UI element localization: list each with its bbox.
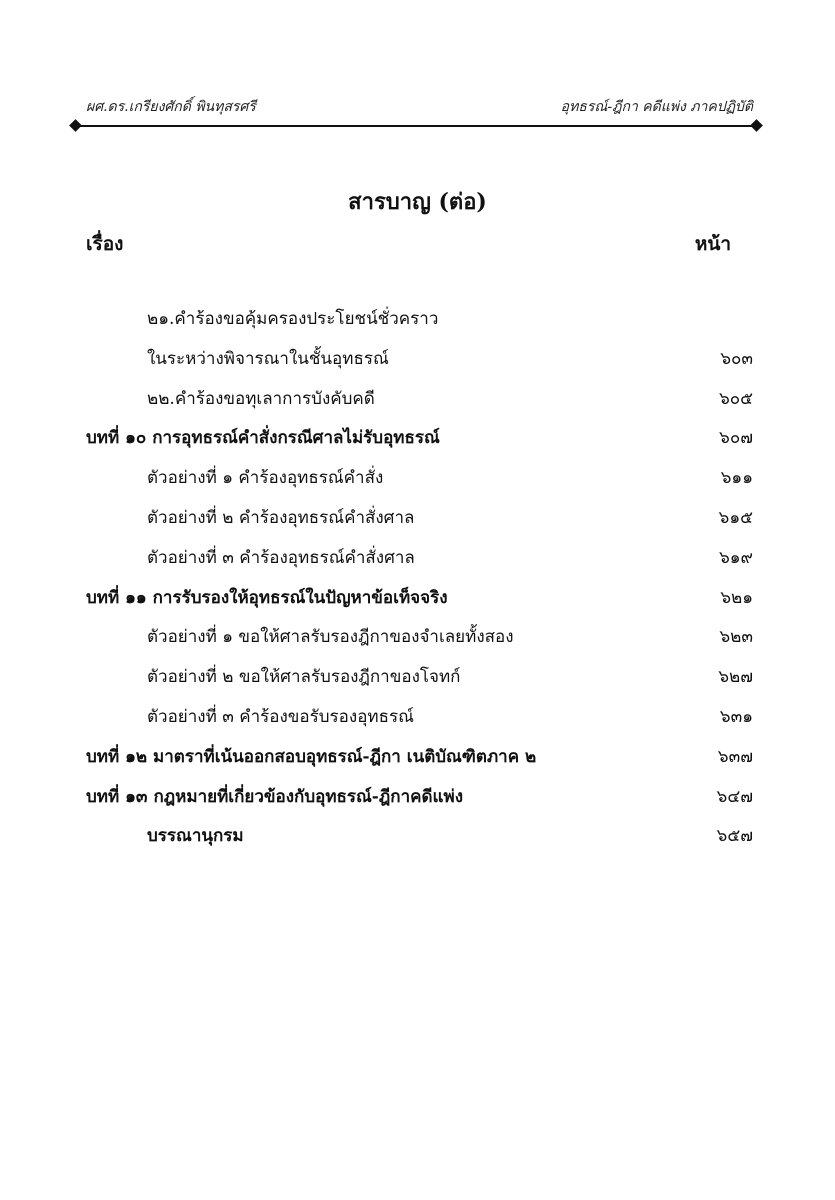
toc-entry-bibliography (0, 817, 835, 857)
toc-chapter-page: ๖๔๗ (716, 786, 753, 807)
toc-entry (0, 658, 835, 698)
toc-entry-page: ๖๓๑ (719, 706, 753, 727)
toc-chapter-text: บทที่ ๑๐ การอุทธรณ์คำสั่งกรณีศาลไม่รับอุทธรณ์ (86, 428, 440, 449)
toc-entry (0, 459, 835, 499)
toc-entries (0, 300, 835, 857)
toc-entry-text: ในระหว่างพิจารณาในชั้นอุทธรณ์ (147, 348, 389, 369)
toc-chapter-page: ๖๓๗ (717, 746, 753, 767)
diamond-right-ornament (750, 119, 763, 132)
toc-chapter (0, 778, 835, 818)
running-header-author: ผศ.ดร.เกรียงศักดิ์ พินทุสรศรี (86, 99, 256, 115)
toc-entry-text: ตัวอย่างที่ ๒ คำร้องอุทธรณ์คำสั่งศาล (147, 507, 415, 528)
toc-entry (0, 380, 835, 420)
toc-entry-text: ตัวอย่างที่ ๑ คำร้องอุทธรณ์คำสั่ง (147, 468, 384, 489)
header-rule (70, 119, 762, 133)
toc-chapter-text: บทที่ ๑๓ กฎหมายที่เกี่ยวข้องกับอุทธรณ์-ฎีกาคดีแพ่ง (86, 786, 463, 807)
toc-column-topic: เรื่อง (86, 233, 124, 255)
toc-entry (0, 499, 835, 539)
toc-entry-text: ๒๑.คำร้องขอคุ้มครองประโยชน์ชั่วคราว (147, 309, 439, 329)
header-rule-line (76, 125, 756, 127)
toc-column-page: หน้า (694, 233, 731, 255)
toc-entry-text: ๒๒.คำร้องขอทุเลาการบังคับคดี (147, 388, 375, 409)
toc-title: สารบาญ (ต่อ) (348, 189, 487, 215)
toc-entry (0, 340, 835, 380)
toc-entry (0, 698, 835, 738)
toc-chapter-page: ๖๒๑ (720, 587, 753, 608)
running-header-book-title: อุทธรณ์-ฎีกา คดีแพ่ง ภาคปฏิบัติ (560, 99, 753, 115)
toc-chapter (0, 419, 835, 459)
toc-chapter (0, 579, 835, 619)
toc-entry (0, 539, 835, 579)
toc-chapter-page: ๖๐๗ (719, 428, 753, 449)
toc-entry-page: ๖๒๓ (719, 627, 753, 648)
toc-entry-page: ๖๐๕ (718, 388, 753, 409)
toc-entry-page: ๖๑๙ (718, 547, 753, 568)
toc-entry-page: ๖๑๑ (720, 468, 753, 489)
toc-entry-text: บรรณานุกรม (147, 826, 244, 847)
toc-entry-text: ตัวอย่างที่ ๓ คำร้องอุทธรณ์คำสั่งศาล (147, 547, 415, 568)
toc-entry-text: ตัวอย่างที่ ๑ ขอให้ศาลรับรองฎีกาของจำเลยทั้งสอง (147, 627, 514, 648)
toc-chapter-text: บทที่ ๑๑ การรับรองให้อุทธรณ์ในปัญหาข้อเท็จจริง (86, 587, 448, 608)
toc-entry-page: ๖๒๗ (718, 667, 753, 688)
toc-entry-page: ๖๐๓ (720, 348, 753, 369)
toc-entry (0, 300, 835, 340)
toc-chapter-text: บทที่ ๑๒ มาตราที่เน้นออกสอบอุทธรณ์-ฎีกา เนติบัณฑิตภาค ๒ (86, 746, 537, 767)
toc-entry-text: ตัวอย่างที่ ๓ คำร้องขอรับรองอุทธรณ์ (147, 706, 414, 727)
toc-entry-page: ๖๕๗ (716, 826, 753, 847)
toc-entry (0, 618, 835, 658)
toc-entry-page: ๖๑๕ (718, 507, 753, 528)
toc-chapter (0, 738, 835, 778)
toc-entry-text: ตัวอย่างที่ ๒ ขอให้ศาลรับรองฎีกาของโจทก์ (147, 667, 461, 688)
